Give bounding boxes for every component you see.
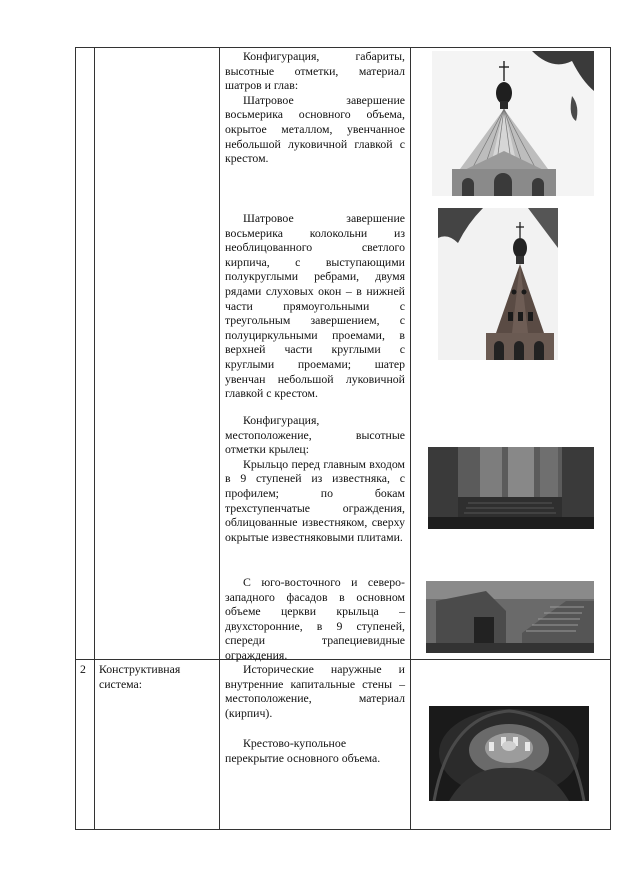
photo-main-porch [428,447,594,529]
col-border-1 [75,47,76,830]
col-border-4 [410,47,411,830]
table-top-border [75,47,611,48]
col-border-3 [219,47,220,830]
row2-name: Конструктивная система: [99,662,181,691]
table-bottom-border [75,829,611,830]
row2-number: 2 [80,662,86,676]
row1-block2-para1: Шатровое завершение восьмерика колокольни из необлицованного светлого кирпича, с выступающими полукруглыми ребрами, двумя рядами слуховых окон – в нижней части прямоугольными с треугольным завершением, с полуциркульными проемами, в верхней части круглыми с круглыми проемами; шатер увенчан небольшой луковичной главкой с крестом. [225,211,405,401]
row2-block-1 [225,662,405,720]
col-border-5 [610,47,611,830]
row1-block-1 [225,49,405,166]
row1-block3-para1: Конфигурация, местоположение, высотные отметки крылец: [225,413,405,457]
row1-block4-para1: С юго-восточного и северо-западного фасадов в основном объеме церкви крыльца – двухсторонние, в 9 ступеней, спереди трапециевидные ограждения. [225,575,405,662]
col-border-2 [94,47,95,830]
photo-side-porch [426,581,594,653]
row2-block2-para1: Крестово-купольное перекрытие основного объема. [225,736,381,765]
row1-block1-para2: Шатровое завершение восьмерика основного объема, окрытое металлом, увенчанное небольшой луковичной главкой с крестом. [225,92,405,166]
row1-block-3 [225,413,405,544]
photo-dome-interior [429,706,589,801]
row2-block1-para1: Исторические наружные и внутренние капитальные стены – местоположение, материал (кирпич). [225,662,405,720]
row1-block-2 [225,211,405,401]
row1-block-4 [225,575,405,663]
photo-main-tent-roof [432,51,594,196]
row1-block1-para1: Конфигурация, габариты, высотные отметки, материал шатров и глав: [225,49,405,93]
photo-belfry-tent-roof [438,208,558,360]
row2-block-2 [225,736,405,765]
row1-block3-para2: Крыльцо перед главным входом в 9 ступеней из известняка, с профилем; по бокам трехступенчатые ограждения, облицованные известняком, сверху окрытые известняковыми плитами. [225,456,405,544]
